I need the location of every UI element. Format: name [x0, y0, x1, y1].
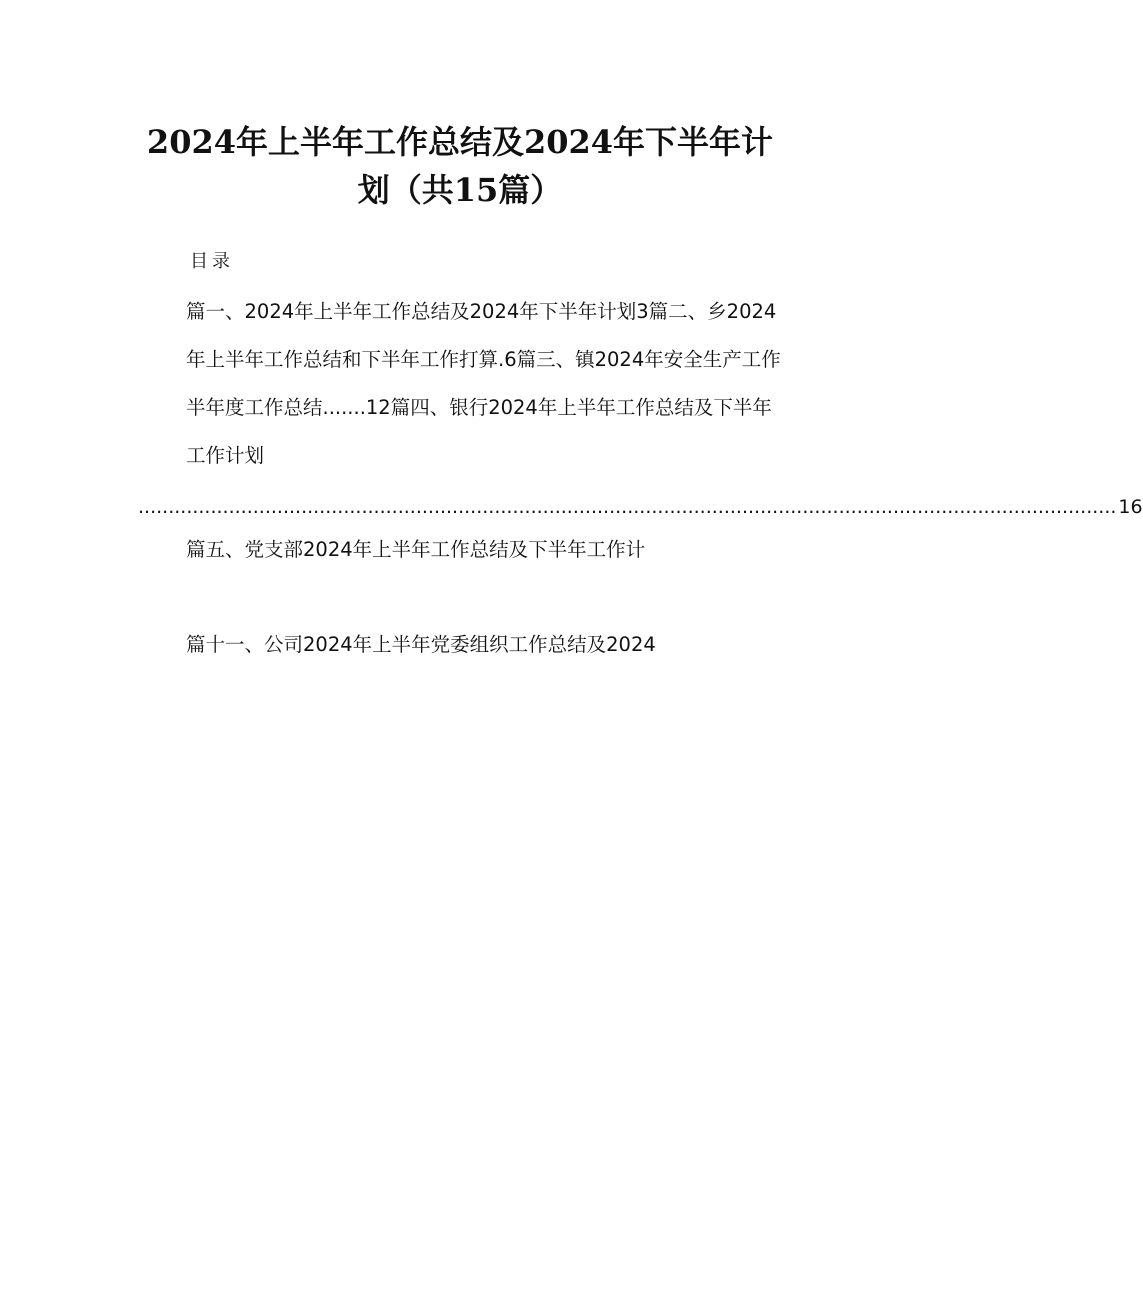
toc-leader-line [138, 492, 1143, 522]
toc-entry-11: 篇十一、公司2024年上半年党委组织工作总结及2024 [186, 633, 656, 656]
toc-heading: 目录 [190, 251, 234, 272]
toc-entries-paragraph: 篇一、2024年上半年工作总结及2024年下半年计划3篇二、乡2024年上半年工作总结和下半年工作打算.6篇三、镇2024年安全生产工作半年度工作总结.......12篇四、银行2024年上半年工作总结及下半年工作计划 [186, 300, 781, 467]
document-title-line-1: 2024年上半年工作总结及2024年下半年计 [146, 123, 774, 161]
document-title-line-2: 划（共15篇） [357, 171, 563, 209]
toc-entry-5: 篇五、党支部2024年上半年工作总结及下半年工作计 [186, 538, 646, 561]
toc-page-number: 16 [1118, 496, 1143, 518]
document-title [120, 118, 800, 214]
toc-leader-dots: .................................................................................................................................................................. [138, 496, 1117, 518]
